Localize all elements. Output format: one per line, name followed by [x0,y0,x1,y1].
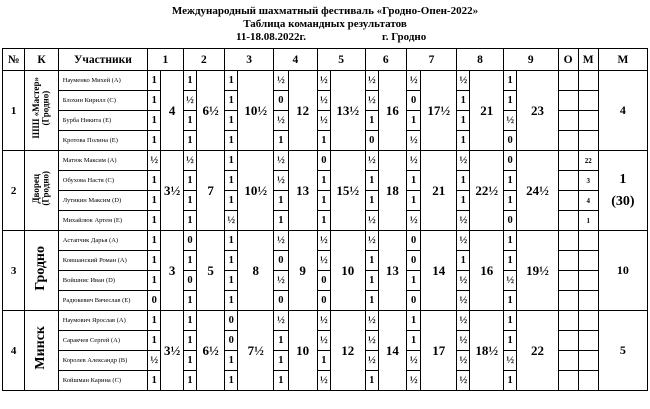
round-total: 10 [288,311,317,391]
board-score: ½ [457,211,470,231]
col-players: Участники [58,49,147,71]
board-score: ½ [503,111,516,131]
o-cell [558,271,578,291]
board-score: 1 [365,171,378,191]
board-score: 1 [274,331,289,351]
board-score: 1 [317,131,330,151]
board-score: 1 [274,211,289,231]
board-score: ½ [457,231,470,251]
team-number: 3 [3,231,25,311]
board-score: ½ [183,151,196,171]
board-score: 1 [225,71,238,91]
board-score: 1 [365,191,378,211]
o-cell [558,171,578,191]
board-score: ½ [183,91,196,111]
board-score: ½ [274,311,289,331]
board-score: ½ [365,231,378,251]
m-small-cell [578,331,598,351]
col-number: № [3,49,25,71]
col-round-4: 4 [274,49,318,71]
player-name: Ковшанский Роман (A) [58,251,147,271]
board-score: 1 [317,211,330,231]
board-score: 1 [503,91,516,111]
round-total: 19½ [517,231,558,311]
board-score: 1 [503,311,516,331]
o-cell [558,71,578,91]
o-cell [558,331,578,351]
board-score: 1 [148,311,161,331]
team-name [34,246,49,291]
player-name: Кротова Полина (E) [58,131,147,151]
event-dates: 11-18.08.2022г. [236,31,307,43]
place-value: 4 [619,103,626,117]
m-small-cell [578,91,598,111]
col-round-7: 7 [406,49,456,71]
board-score: 1 [183,211,196,231]
board-score: 0 [406,231,421,251]
board-score: 0 [503,151,516,171]
board-score: ½ [317,71,330,91]
board-score: 1 [274,131,289,151]
col-round-3: 3 [225,49,274,71]
board-score: 0 [503,131,516,151]
board-score: 0 [317,151,330,171]
board-score: 1 [225,171,238,191]
round-total: 6½ [197,311,225,391]
round-total: 14 [378,311,406,391]
board-score: 1 [406,311,421,331]
col-round-5: 5 [317,49,365,71]
team-name-line1: Минск [33,326,49,370]
m-small-cell: 4 [578,191,598,211]
board-score: 1 [225,151,238,171]
m-small-cell [578,111,598,131]
player-name: Матюк Максим (А) [58,151,147,171]
board-score: 1 [183,171,196,191]
board-score: 1 [503,171,516,191]
round-total: 7½ [238,311,274,391]
board-score: 0 [317,291,330,311]
team-name [32,171,51,206]
player-row [3,231,648,251]
round-total: 4 [161,71,183,151]
board-score: 1 [365,111,378,131]
board-score: 1 [406,331,421,351]
board-score: ½ [317,251,330,271]
board-score: 0 [503,211,516,231]
board-score: 1 [183,291,196,311]
board-score: 0 [183,271,196,291]
board-score: ½ [365,91,378,111]
col-round-6: 6 [365,49,406,71]
o-cell [558,211,578,231]
team-number: 1 [3,71,25,151]
board-score: 0 [317,271,330,291]
board-score: 0 [274,91,289,111]
board-score: 1 [225,231,238,251]
board-score: 1 [365,371,378,391]
board-score: 1 [365,251,378,271]
board-score: 1 [503,231,516,251]
round-total: 17 [421,311,457,391]
player-name: Науменко Михей (A) [58,71,147,91]
player-name: Наумович Ярослав (A) [58,311,147,331]
o-cell [558,191,578,211]
round-total: 21 [470,71,503,151]
board-score: 1 [225,291,238,311]
board-score: ½ [274,171,289,191]
board-score: 1 [274,351,289,371]
board-score: ½ [503,351,516,371]
board-score: 1 [406,111,421,131]
board-score: 1 [183,71,196,91]
round-total: 6½ [197,71,225,151]
place-value: 1 [619,171,627,187]
team-name-line1: Дворец [31,173,42,203]
m-small-cell [578,231,598,251]
player-name: Койшман Карина (С) [58,371,147,391]
board-score: 1 [274,191,289,211]
board-score: ½ [406,71,421,91]
board-score: ½ [457,271,470,291]
board-score: 1 [503,291,516,311]
o-cell [558,251,578,271]
round-total: 10½ [238,71,274,151]
board-score: 1 [406,271,421,291]
board-score: ½ [274,71,289,91]
o-cell [558,231,578,251]
board-score: 0 [406,291,421,311]
round-total: 3½ [161,311,183,391]
round-total: 9 [288,231,317,311]
board-score: 0 [225,311,238,331]
team-name-line2: (Гродно) [40,170,51,206]
team-place [598,311,647,391]
round-total: 7 [197,151,225,231]
board-score: ½ [317,231,330,251]
board-score: 0 [274,291,289,311]
board-score: 1 [148,91,161,111]
player-row [3,71,648,91]
col-o: О [558,49,578,71]
round-total: 13 [288,151,317,231]
team-place [598,71,647,151]
team-place [598,151,647,231]
place-value: 10 [616,263,629,277]
board-score: 1 [406,171,421,191]
board-score: ½ [457,291,470,311]
board-score: 1 [183,311,196,331]
board-score: 0 [406,91,421,111]
board-score: 0 [365,131,378,151]
board-score: ½ [503,271,516,291]
board-score: ½ [457,71,470,91]
round-total: 8 [238,231,274,311]
board-score: 1 [225,131,238,151]
board-score: 1 [225,191,238,211]
board-score: ½ [457,331,470,351]
round-total: 18½ [470,311,503,391]
board-score: 1 [148,271,161,291]
board-score: 1 [503,251,516,271]
player-name: Радюкевич Вячеслав (E) [58,291,147,311]
board-score: ½ [365,331,378,351]
o-cell [558,131,578,151]
team-name [34,326,49,370]
round-total: 22½ [470,151,503,231]
board-score: ½ [365,151,378,171]
team-name-cell [25,231,58,311]
m-small-cell: 3 [578,171,598,191]
board-score: 0 [225,331,238,351]
board-score: 1 [183,371,196,391]
o-cell [558,351,578,371]
team-results-table [2,48,648,391]
board-score: 1 [274,371,289,391]
board-score: 1 [365,271,378,291]
board-score: ½ [274,231,289,251]
board-score: 1 [225,111,238,131]
board-score: ½ [274,111,289,131]
event-city: г. Гродно [382,31,427,43]
col-team: К [25,49,58,71]
col-m-small: М [578,49,598,71]
board-score: ½ [406,351,421,371]
round-total: 22 [517,311,558,391]
player-name: Обухова Настя (С) [58,171,147,191]
o-cell [558,111,578,131]
place-value: 5 [619,343,626,357]
round-total: 16 [470,231,503,311]
round-total: 24½ [517,151,558,231]
team-name-cell [25,151,58,231]
o-cell [558,91,578,111]
board-score: 1 [457,131,470,151]
board-score: 1 [406,191,421,211]
round-total: 5 [197,231,225,311]
col-round-9: 9 [503,49,558,71]
round-total: 23 [517,71,558,151]
board-score: ½ [457,351,470,371]
round-total: 14 [421,231,457,311]
team-name-line2: (Гродно) [40,90,51,126]
round-total: 15½ [331,151,366,231]
board-score: 1 [457,171,470,191]
round-total: 10 [331,231,366,311]
board-score: 1 [503,191,516,211]
col-round-8: 8 [457,49,504,71]
board-score: ½ [225,211,238,231]
board-score: 1 [148,71,161,91]
board-score: 1 [183,191,196,211]
o-cell [558,151,578,171]
board-score: 1 [148,231,161,251]
header-row [3,49,648,71]
board-score: ½ [406,371,421,391]
board-score: ½ [457,311,470,331]
team-number: 2 [3,151,25,231]
board-score: 1 [503,331,516,351]
team-number: 4 [3,311,25,391]
player-name: Войшнис Иван (D) [58,271,147,291]
col-round-2: 2 [183,49,224,71]
board-score: 0 [274,251,289,271]
round-total: 3½ [161,151,183,231]
m-small-cell [578,291,598,311]
round-total: 17½ [421,71,457,151]
board-score: 0 [406,251,421,271]
board-score: 1 [148,131,161,151]
board-score: ½ [317,111,330,131]
board-score: 1 [317,171,330,191]
col-place: М [598,49,647,71]
team-name-line1: ШШ «Мастер» [31,77,42,139]
board-score: 1 [183,251,196,271]
table-subtitle: Таблица командных результатов [243,18,407,30]
board-score: 1 [148,111,161,131]
board-score: ½ [365,211,378,231]
m-small-cell [578,271,598,291]
board-score: 1 [503,371,516,391]
m-small-cell [578,251,598,271]
player-name: Михайлюк Артем (E) [58,211,147,231]
board-score: 1 [457,191,470,211]
board-score: ½ [148,351,161,371]
board-score: 1 [183,111,196,131]
player-name: Королев Александр (B) [58,351,147,371]
o-cell [558,291,578,311]
board-score: 1 [225,371,238,391]
board-score: 1 [183,351,196,371]
o-cell [558,371,578,391]
board-score: 1 [183,131,196,151]
m-small-cell: 22 [578,151,598,171]
round-total: 13½ [331,71,366,151]
player-name: Блохин Кирилл (С) [58,91,147,111]
m-small-cell [578,131,598,151]
round-total: 16 [378,71,406,151]
board-score: 0 [148,291,161,311]
team-name-line1: Гродно [33,245,49,291]
board-score: ½ [274,271,289,291]
board-score: ½ [317,311,330,331]
board-score: 1 [225,251,238,271]
board-score: 1 [183,331,196,351]
board-score: ½ [457,151,470,171]
player-row [3,151,648,171]
board-score: 1 [225,351,238,371]
round-total: 12 [288,71,317,151]
tournament-title: Международный шахматный фестиваль «Гродно-Опен-2022» [171,5,479,17]
board-score: 1 [148,211,161,231]
board-score: ½ [457,371,470,391]
m-small-cell [578,311,598,331]
m-small-cell: 1 [578,211,598,231]
col-round-1: 1 [148,49,184,71]
board-score: 1 [457,111,470,131]
round-total: 18 [378,151,406,231]
board-score: ½ [365,351,378,371]
board-score: 1 [148,331,161,351]
round-total: 21 [421,151,457,231]
player-row [3,311,648,331]
board-score: ½ [406,131,421,151]
board-score: 1 [148,371,161,391]
board-score: 1 [225,271,238,291]
board-score: 1 [148,191,161,211]
o-cell [558,311,578,331]
board-score: 1 [365,291,378,311]
player-name: Саракчев Сергей (A) [58,331,147,351]
round-total: 3 [161,231,183,311]
round-total: 10½ [238,151,274,231]
board-score: 1 [317,191,330,211]
board-score: 0 [183,231,196,251]
board-score: ½ [406,211,421,231]
board-score: ½ [365,311,378,331]
team-name [32,77,51,138]
board-score: 1 [148,251,161,271]
board-score: 1 [457,251,470,271]
board-score: ½ [148,151,161,171]
board-score: 1 [457,91,470,111]
player-name: Астапчик Дарья (A) [58,231,147,251]
player-name: Лутикин Максим (D) [58,191,147,211]
m-small-cell [578,371,598,391]
board-score: 1 [225,91,238,111]
board-score: ½ [317,331,330,351]
board-score: 1 [503,71,516,91]
board-score: 1 [317,351,330,371]
team-place [598,231,647,311]
board-score: ½ [317,91,330,111]
round-total: 13 [378,231,406,311]
m-small-cell [578,71,598,91]
board-score: ½ [365,71,378,91]
board-score: 1 [148,171,161,191]
team-name-cell [25,311,58,391]
player-name: Бурба Никита (E) [58,111,147,131]
board-score: ½ [274,151,289,171]
place-points: (30) [611,193,635,209]
board-score: ½ [317,371,330,391]
m-small-cell [578,351,598,371]
board-score: ½ [406,151,421,171]
team-name-cell [25,71,58,151]
round-total: 12 [331,311,366,391]
